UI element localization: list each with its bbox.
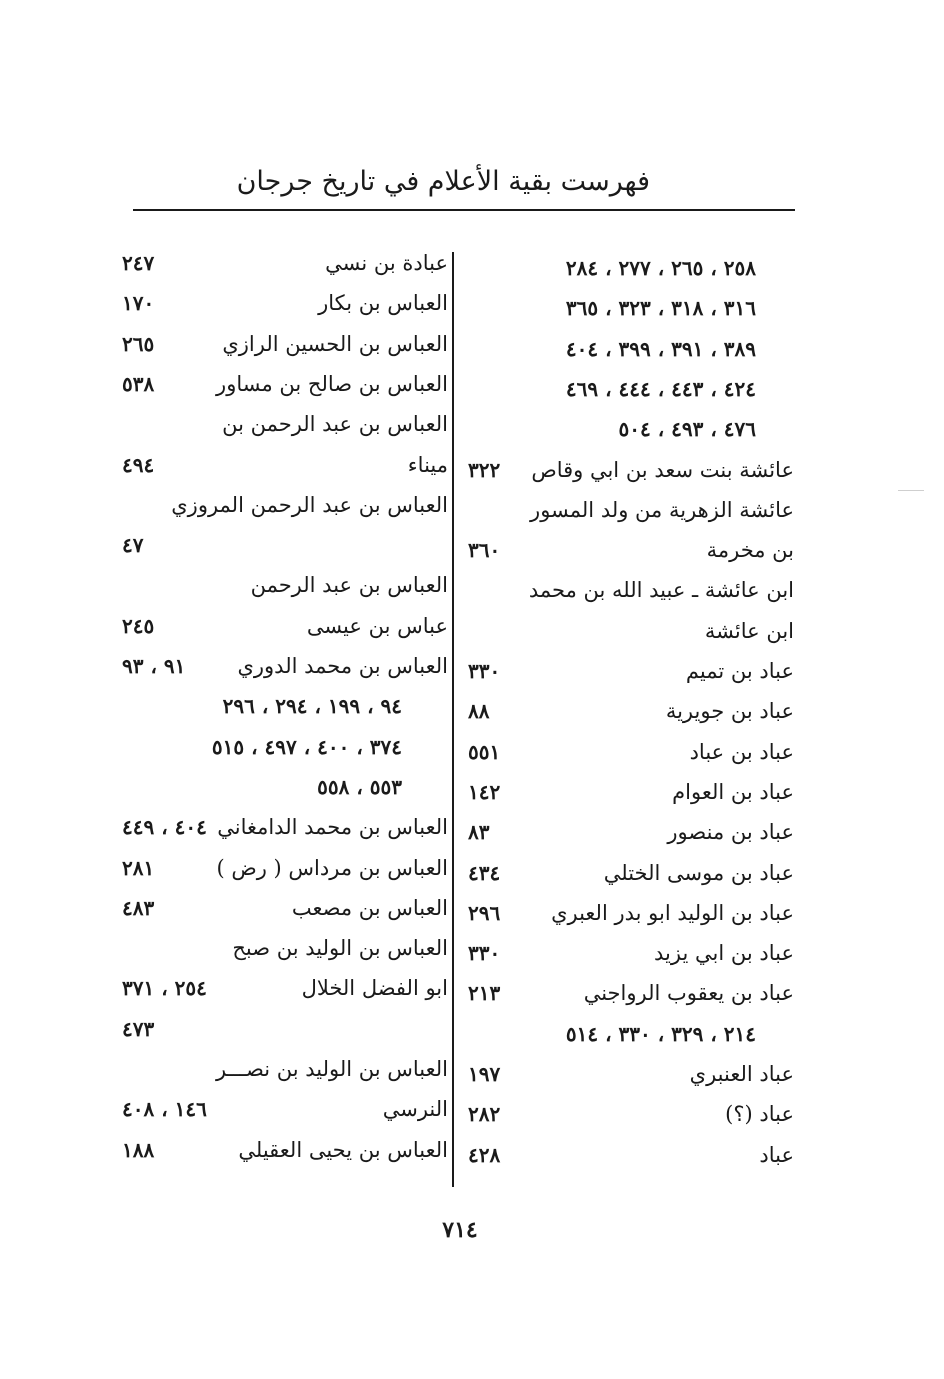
- entry-pages: ٥٥١: [468, 739, 501, 764]
- index-entry: [466, 248, 796, 288]
- entry-name: العباس بن عبد الرحمن: [250, 573, 448, 598]
- entry-name: العباس بن الوليد بن نصـــر: [215, 1057, 448, 1081]
- entry-pages: ٣٢٢: [468, 457, 501, 482]
- index-entry: [466, 1135, 796, 1175]
- entry-pages: ٣٦٠: [468, 538, 501, 563]
- entry-name: العباس بن يحيى العقيلي: [238, 1137, 448, 1162]
- index-entry: [466, 853, 796, 893]
- entry-name: العباس بن عبد الرحمن بن: [222, 412, 448, 437]
- index-entry: [112, 727, 450, 767]
- index-entry: [466, 812, 796, 852]
- entry-name: عباد (؟): [725, 1102, 794, 1127]
- entry-pages: ١٩٧: [468, 1062, 501, 1086]
- index-entry: [466, 409, 796, 449]
- entry-name: العباس بن صالح بن مساور: [216, 371, 448, 396]
- index-entry: [112, 928, 450, 968]
- index-entry: [112, 565, 450, 605]
- index-entry: [466, 973, 796, 1013]
- margin-mark: [898, 490, 924, 491]
- entry-pages: ٤٢٨: [468, 1142, 501, 1167]
- entry-pages: ٢٤٥: [122, 613, 155, 638]
- entry-name: ميناء: [407, 452, 448, 477]
- index-entry: [112, 848, 450, 888]
- index-entry: [112, 767, 450, 807]
- index-entry: [466, 329, 796, 369]
- index-entry: [466, 450, 796, 490]
- entry-name: عباد بن موسى الختلي: [603, 860, 794, 885]
- index-entry: [112, 686, 450, 726]
- index-entry: [466, 691, 796, 731]
- entry-name: العباس بن الوليد بن صبح: [232, 936, 448, 961]
- entry-name: عباد بن عباد: [689, 739, 794, 764]
- page-title: فهرست بقية الأعلام في تاريخ جرجان: [236, 166, 650, 197]
- entry-pages: ٢٨١: [122, 855, 155, 880]
- index-entry: [112, 364, 450, 404]
- entry-name: عباد بن جويرية: [665, 699, 794, 724]
- entry-pages: ٣٧٤ ، ٤٠٠ ، ٤٩٧ ، ٥١٥: [211, 734, 402, 759]
- header-rule: [133, 209, 795, 211]
- entry-pages: ١٤٦ ، ٤٠٨: [122, 1097, 207, 1122]
- index-entry: [466, 1054, 796, 1094]
- entry-pages: ٤٢٤ ، ٤٤٣ ، ٤٤٤ ، ٤٦٩: [565, 376, 756, 401]
- entry-pages: ٢١٤ ، ٣٢٩ ، ٣٣٠ ، ٥١٤: [565, 1021, 756, 1046]
- index-entry: [466, 530, 796, 570]
- index-entry: [466, 288, 796, 328]
- entry-pages: ٤٨٣: [122, 895, 155, 920]
- entry-pages: ١٤٢: [468, 779, 501, 804]
- entry-pages: ٥٣٨: [122, 371, 155, 396]
- entry-name: بن مخرمة: [706, 538, 794, 563]
- entry-name: عباد بن تميم: [685, 659, 794, 683]
- index-entry: [466, 732, 796, 772]
- entry-pages: ٢١٣: [468, 981, 501, 1006]
- entry-name: العباس بن الحسين الرازي: [222, 331, 448, 356]
- index-entry: [112, 968, 450, 1008]
- entry-name: عباد بن الوليد ابو بدر العبري: [551, 900, 794, 925]
- index-entry: [112, 1089, 450, 1129]
- entry-name: العباس بن عبد الرحمن المروزي: [171, 492, 448, 517]
- entry-name: العباس بن محمد الدوري: [237, 654, 448, 678]
- index-entry: [466, 1014, 796, 1054]
- entry-pages: ٤٩٤: [122, 452, 155, 477]
- entry-name: العباس بن مرداس ( رض ): [216, 855, 448, 880]
- entry-pages: ٣٣٠: [468, 659, 501, 683]
- entry-name: عباس بن عيسى: [306, 613, 448, 638]
- index-entry: [112, 485, 450, 525]
- index-entry: [112, 324, 450, 364]
- index-entry: [466, 611, 796, 651]
- entry-pages: ٨٣: [468, 820, 490, 845]
- entry-name: العباس بن مصعب: [291, 895, 448, 920]
- entry-pages: ٤٠٤ ، ٤٤٩: [122, 815, 207, 840]
- index-entry: [112, 525, 450, 565]
- index-entry: [466, 1094, 796, 1134]
- index-entry: [466, 570, 796, 610]
- entry-pages: ١٨٨: [122, 1137, 155, 1162]
- entry-pages: ٩١ ، ٩٣: [122, 654, 186, 678]
- page-number: ٧١٤: [442, 1217, 478, 1243]
- index-entry: [466, 772, 796, 812]
- column-divider: [452, 252, 454, 1187]
- entry-name: ابن عائشة ـ عبيد الله بن محمد: [528, 578, 794, 603]
- entry-name: العباس بن محمد الدامغاني: [217, 815, 448, 840]
- entry-pages: ٣٣٠: [468, 941, 501, 966]
- entry-pages: ٢٥٨ ، ٢٦٥ ، ٢٧٧ ، ٢٨٤: [565, 256, 756, 280]
- index-entry: [112, 1049, 450, 1089]
- entry-pages: ٢٤٧: [122, 251, 155, 275]
- index-entry: [466, 369, 796, 409]
- index-entry: [466, 490, 796, 530]
- entry-name: عبادة بن نسي: [325, 251, 448, 275]
- entry-pages: ٩٤ ، ١٩٩ ، ٢٩٤ ، ٢٩٦: [222, 694, 402, 719]
- entry-name: عباد بن العوام: [672, 779, 794, 804]
- entry-name: عباد العنبري: [689, 1062, 794, 1086]
- index-entry: [466, 651, 796, 691]
- index-entry: [112, 646, 450, 686]
- entry-name: عباد بن ابي يزيد: [654, 941, 794, 966]
- index-entry: [112, 1009, 450, 1049]
- index-entry: [466, 933, 796, 973]
- entry-pages: ٣٨٩ ، ٣٩١ ، ٣٩٩ ، ٤٠٤: [565, 336, 756, 361]
- entry-name: عائشة الزهرية من ولد المسور: [530, 497, 794, 522]
- entry-pages: ١٧٠: [122, 291, 155, 316]
- index-entry: [112, 888, 450, 928]
- entry-pages: ٤٧: [122, 533, 144, 558]
- entry-pages: ٣١٦ ، ٣١٨ ، ٣٢٣ ، ٣٦٥: [565, 296, 756, 321]
- index-entry: [112, 606, 450, 646]
- entry-pages: ٢٦٥: [122, 331, 155, 356]
- entry-name: النرسي: [382, 1097, 448, 1122]
- index-entry: [112, 807, 450, 847]
- entry-pages: ٢٨٢: [468, 1102, 501, 1127]
- entry-pages: ٤٧٣: [122, 1016, 155, 1041]
- index-entry: [112, 1130, 450, 1170]
- index-entry: [112, 404, 450, 444]
- entry-name: ابو الفضل الخلال: [301, 976, 448, 1001]
- entry-name: ابن عائشة: [704, 618, 794, 643]
- entry-pages: ٤٣٤: [468, 860, 501, 885]
- entry-pages: ٥٥٣ ، ٥٥٨: [317, 774, 402, 799]
- entry-pages: ٢٥٤ ، ٣٧١: [122, 976, 207, 1001]
- entry-pages: ٨٨: [468, 699, 490, 724]
- entry-name: عباد بن يعقوب الرواجني: [583, 981, 794, 1006]
- index-entry: [112, 283, 450, 323]
- entry-name: عباد بن منصور: [667, 820, 794, 845]
- index-entry: [112, 243, 450, 283]
- index-entry: [466, 893, 796, 933]
- entry-pages: ٤٧٦ ، ٤٩٣ ، ٥٠٤: [618, 417, 756, 442]
- entry-name: عباد: [759, 1142, 794, 1167]
- index-entry: [112, 445, 450, 485]
- entry-name: عائشة بنت سعد بن ابي وقاص: [531, 457, 794, 482]
- entry-name: العباس بن بكار: [318, 291, 448, 316]
- entry-pages: ٢٩٦: [468, 900, 501, 925]
